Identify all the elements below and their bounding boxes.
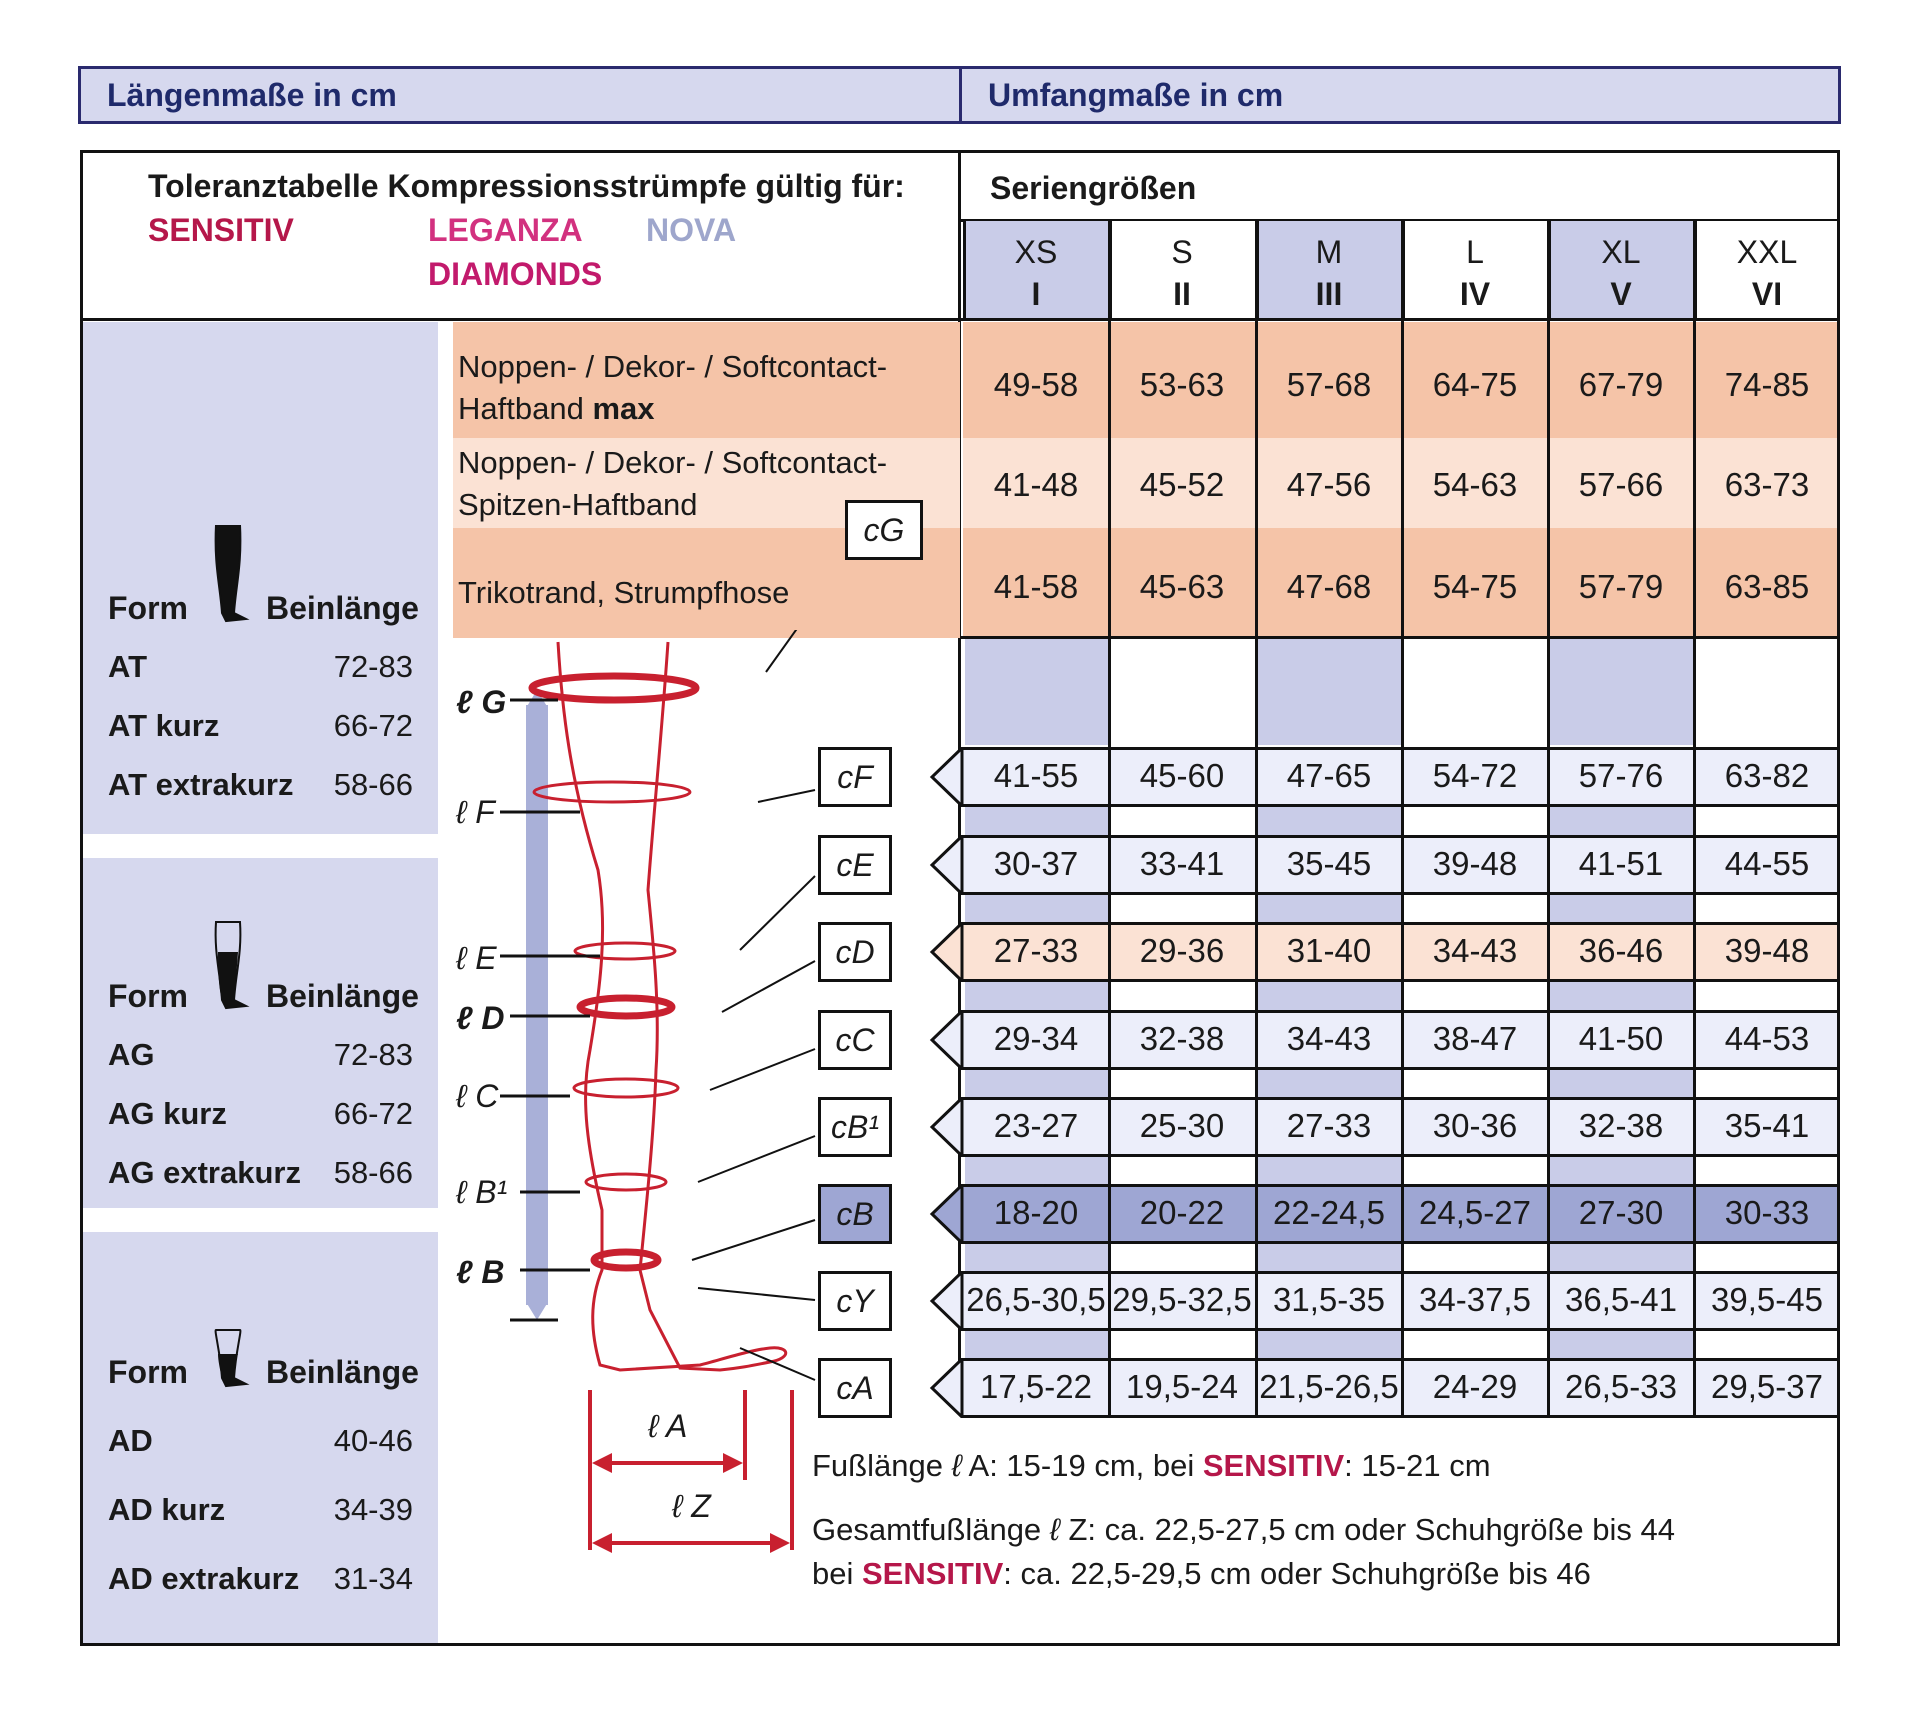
pantyhose-icon bbox=[206, 525, 250, 625]
form-code: AG extrakurz bbox=[108, 1155, 301, 1190]
measure-value: 31-40 bbox=[1286, 932, 1372, 969]
measure-value: 34-43 bbox=[1432, 932, 1518, 969]
thigh-stocking-icon bbox=[206, 912, 250, 1012]
column-shade bbox=[965, 807, 1108, 835]
row-pointer-icon bbox=[928, 1097, 964, 1157]
form-code: AT kurz bbox=[108, 708, 220, 743]
band-value: 54-75 bbox=[1432, 568, 1518, 605]
form-row bbox=[108, 765, 413, 805]
leg-length-value: 66-72 bbox=[333, 708, 413, 743]
leg-length-value: 72-83 bbox=[333, 1037, 413, 1072]
measure-value: 26,5-30,5 bbox=[966, 1281, 1106, 1318]
column-shade bbox=[1550, 1331, 1693, 1358]
form-code: AD extrakurz bbox=[108, 1561, 300, 1596]
ring-b bbox=[594, 1252, 658, 1268]
band-description bbox=[458, 442, 887, 526]
footnote-foot-length: Fußlänge ℓ A: 15-19 cm, bei SENSITIV: 15-21 cm bbox=[812, 1448, 1491, 1483]
form-code: AG kurz bbox=[108, 1096, 227, 1131]
measure-value: 39-48 bbox=[1432, 845, 1518, 882]
form-code: AG bbox=[108, 1037, 155, 1072]
column-shade bbox=[1258, 639, 1401, 745]
band-value: 63-73 bbox=[1724, 466, 1810, 503]
column-shade bbox=[965, 982, 1108, 1010]
label-cb: cB bbox=[818, 1184, 892, 1244]
form-row bbox=[108, 706, 413, 746]
form-row bbox=[108, 1490, 413, 1530]
measure-value: 31,5-35 bbox=[1273, 1281, 1385, 1318]
leg-mark: ℓ G bbox=[456, 684, 507, 720]
band-line: Noppen- / Dekor- / Softcontact- bbox=[458, 349, 888, 384]
column-shade bbox=[1550, 895, 1693, 922]
row-pointer-icon bbox=[928, 747, 964, 807]
measure-value: 35-41 bbox=[1724, 1107, 1810, 1144]
measure-value: 32-38 bbox=[1139, 1020, 1225, 1057]
measure-value: 36,5-41 bbox=[1565, 1281, 1677, 1318]
form-code: AT extrakurz bbox=[108, 767, 294, 802]
column-shade bbox=[965, 1157, 1108, 1184]
label-cg: cG bbox=[845, 500, 923, 560]
band-description bbox=[458, 346, 887, 430]
measure-value: 44-55 bbox=[1724, 845, 1810, 882]
band-value: 53-63 bbox=[1139, 366, 1225, 403]
size-roman: II bbox=[1173, 276, 1191, 312]
column-shade bbox=[965, 1070, 1108, 1097]
form-code: AD bbox=[108, 1423, 153, 1458]
form-row bbox=[108, 1094, 413, 1134]
form-label: Form bbox=[108, 1354, 188, 1390]
label-ce: cE bbox=[818, 835, 892, 895]
label-ca: cA bbox=[818, 1358, 892, 1418]
column-divider bbox=[1108, 747, 1111, 1417]
row-pointer-icon bbox=[928, 1358, 964, 1418]
measure-value: 33-41 bbox=[1139, 845, 1225, 882]
form-label: Form bbox=[108, 590, 188, 626]
band-value: 57-68 bbox=[1286, 366, 1372, 403]
measure-value: 32-38 bbox=[1578, 1107, 1664, 1144]
band-line: Trikotrand, Strumpfhose bbox=[458, 575, 790, 610]
footnote-total-foot-length: Gesamtfußlänge ℓ Z: ca. 22,5-27,5 cm oder Schuhgröße bis 44 bbox=[812, 1512, 1675, 1547]
column-shade bbox=[1258, 807, 1401, 835]
band-value: 63-85 bbox=[1724, 568, 1810, 605]
size-roman: I bbox=[1031, 276, 1041, 312]
band-line: Haftband max bbox=[458, 391, 655, 426]
ring-c bbox=[574, 1079, 678, 1097]
measure-value: 30-37 bbox=[993, 845, 1079, 882]
column-shade bbox=[1258, 1331, 1401, 1358]
measure-value: 27-30 bbox=[1578, 1194, 1664, 1231]
measure-value: 20-22 bbox=[1139, 1194, 1225, 1231]
column-shade bbox=[1258, 895, 1401, 922]
brand-nova: NOVA bbox=[646, 212, 737, 248]
band-value: 74-85 bbox=[1724, 366, 1810, 403]
row-pointer-icon bbox=[928, 1271, 964, 1331]
ring-g bbox=[532, 676, 696, 700]
measure-value: 35-45 bbox=[1286, 845, 1372, 882]
header-length: Längenmaße in cm bbox=[78, 66, 962, 124]
column-shade bbox=[1550, 1244, 1693, 1271]
measure-value: 39-48 bbox=[1724, 932, 1810, 969]
measure-value: 27-33 bbox=[993, 932, 1079, 969]
row-pointer-icon bbox=[928, 922, 964, 982]
measure-value: 44-53 bbox=[1724, 1020, 1810, 1057]
circumference-symbol: c bbox=[835, 934, 852, 970]
column-divider bbox=[1693, 747, 1696, 1417]
column-shade bbox=[1550, 639, 1693, 745]
measure-value: 19,5-24 bbox=[1126, 1368, 1238, 1405]
measure-value: 26,5-33 bbox=[1565, 1368, 1677, 1405]
measure-value: 41-51 bbox=[1578, 845, 1664, 882]
column-shade bbox=[1258, 982, 1401, 1010]
band-value: 41-58 bbox=[993, 568, 1079, 605]
measure-value: 29,5-37 bbox=[1711, 1368, 1823, 1405]
band-value: 57-79 bbox=[1578, 568, 1664, 605]
measure-value: 36-46 bbox=[1578, 932, 1664, 969]
leg-length-value: 34-39 bbox=[333, 1492, 413, 1527]
band-description bbox=[458, 572, 789, 614]
measure-value: 41-55 bbox=[993, 757, 1079, 794]
circumference-symbol: c bbox=[836, 1283, 853, 1319]
leg-length-value: 66-72 bbox=[333, 1096, 413, 1131]
measure-value: 24,5-27 bbox=[1419, 1194, 1531, 1231]
size-code: XS bbox=[1014, 234, 1058, 270]
column-shade bbox=[1258, 1244, 1401, 1271]
brand-diamonds: DIAMONDS bbox=[428, 256, 603, 292]
circumference-symbol: c bbox=[831, 1109, 847, 1145]
measure-value: 39,5-45 bbox=[1711, 1281, 1823, 1318]
column-shade bbox=[965, 895, 1108, 922]
leg-length-label: Beinlänge bbox=[266, 1354, 419, 1390]
column-shade bbox=[965, 1244, 1108, 1271]
column-divider bbox=[1401, 747, 1404, 1417]
column-divider bbox=[1255, 747, 1258, 1417]
row-pointer-icon bbox=[928, 1184, 964, 1244]
circumference-symbol: c bbox=[836, 847, 853, 883]
measure-value: 41-50 bbox=[1578, 1020, 1664, 1057]
measure-value: 25-30 bbox=[1139, 1107, 1225, 1144]
measure-value: 47-65 bbox=[1286, 757, 1372, 794]
footnote-sensitiv: bei SENSITIV: ca. 22,5-29,5 cm oder Schuhgröße bis 46 bbox=[812, 1556, 1591, 1591]
measure-value: 34-37,5 bbox=[1419, 1281, 1531, 1318]
size-roman: VI bbox=[1751, 276, 1783, 312]
ring-b1 bbox=[586, 1174, 666, 1190]
form-code: AT bbox=[108, 649, 148, 684]
band-line: Noppen- / Dekor- / Softcontact- bbox=[458, 445, 888, 480]
column-shade bbox=[1258, 1070, 1401, 1097]
measure-value: 54-72 bbox=[1432, 757, 1518, 794]
band-value: 47-56 bbox=[1286, 466, 1372, 503]
label-cb1: cB¹ bbox=[818, 1097, 892, 1157]
size-code: XXL bbox=[1736, 234, 1798, 270]
measure-value: 23-27 bbox=[993, 1107, 1079, 1144]
series-title: Seriengrößen bbox=[990, 170, 1197, 206]
leg-mark: ℓ D bbox=[456, 1000, 505, 1036]
row-pointer-icon bbox=[928, 835, 964, 895]
header-circumference: Umfangmaße in cm bbox=[959, 66, 1841, 124]
leg-mark: ℓ F bbox=[456, 794, 495, 830]
form-row bbox=[108, 1559, 413, 1599]
size-roman: V bbox=[1610, 276, 1632, 312]
intro-title: Toleranztabelle Kompressionsstrümpfe gültig für: bbox=[148, 168, 905, 204]
form-label: Form bbox=[108, 978, 188, 1014]
measure-value: 30-36 bbox=[1432, 1107, 1518, 1144]
band-value: 64-75 bbox=[1432, 366, 1518, 403]
band-value: 45-63 bbox=[1139, 568, 1225, 605]
leg-length-value: 58-66 bbox=[333, 1155, 413, 1190]
leg-length-value: 58-66 bbox=[333, 767, 413, 802]
form-row bbox=[108, 1153, 413, 1193]
leg-mark: ℓ B¹ bbox=[456, 1174, 508, 1210]
size-code: M bbox=[1315, 234, 1343, 270]
leg-mark: ℓ B bbox=[456, 1254, 505, 1290]
leg-diagram bbox=[440, 630, 840, 1630]
circumference-symbol: c bbox=[863, 512, 880, 548]
leg-length-label: Beinlänge bbox=[266, 590, 419, 626]
band-value: 47-68 bbox=[1286, 568, 1372, 605]
ring-f bbox=[534, 782, 690, 802]
measure-value: 57-76 bbox=[1578, 757, 1664, 794]
brand-leganza: LEGANZA bbox=[428, 212, 583, 248]
measure-value: 27-33 bbox=[1286, 1107, 1372, 1144]
column-shade bbox=[965, 639, 1108, 745]
band-line: Spitzen-Haftband bbox=[458, 487, 698, 522]
column-shade bbox=[1550, 1070, 1693, 1097]
leg-mark: ℓ E bbox=[456, 940, 497, 976]
band-value: 49-58 bbox=[993, 366, 1079, 403]
column-shade bbox=[965, 1331, 1108, 1358]
leg-length-value: 72-83 bbox=[333, 649, 413, 684]
foot-mark-a: ℓ A bbox=[648, 1408, 688, 1444]
measure-value: 29-36 bbox=[1139, 932, 1225, 969]
band-value: 45-52 bbox=[1139, 466, 1225, 503]
size-roman: IV bbox=[1459, 276, 1491, 312]
measure-value: 34-43 bbox=[1286, 1020, 1372, 1057]
leg-length-value: 40-46 bbox=[333, 1423, 413, 1458]
leg-length-label: Beinlänge bbox=[266, 978, 419, 1014]
measure-value: 18-20 bbox=[993, 1194, 1079, 1231]
circumference-symbol: c bbox=[835, 1022, 852, 1058]
size-code: L bbox=[1466, 234, 1484, 270]
form-row bbox=[108, 1035, 413, 1075]
label-cc: cC bbox=[818, 1010, 892, 1070]
form-code: AD kurz bbox=[108, 1492, 226, 1527]
form-box-at bbox=[83, 322, 438, 834]
size-code: S bbox=[1171, 234, 1193, 270]
column-shade bbox=[1550, 1157, 1693, 1184]
measure-value: 63-82 bbox=[1724, 757, 1810, 794]
band-value: 57-66 bbox=[1578, 466, 1664, 503]
foot-mark-z: ℓ Z bbox=[672, 1488, 711, 1524]
measure-value: 29,5-32,5 bbox=[1112, 1281, 1252, 1318]
label-cy: cY bbox=[818, 1271, 892, 1331]
label-cd: cD bbox=[818, 922, 892, 982]
scale-arrow-down bbox=[526, 1302, 548, 1320]
form-row bbox=[108, 1421, 413, 1461]
measure-value: 30-33 bbox=[1724, 1194, 1810, 1231]
column-shade bbox=[1258, 1157, 1401, 1184]
measure-value: 45-60 bbox=[1139, 757, 1225, 794]
measure-value: 21,5-26,5 bbox=[1259, 1368, 1399, 1405]
band-value: 54-63 bbox=[1432, 466, 1518, 503]
size-roman: III bbox=[1315, 276, 1343, 312]
measure-value: 24-29 bbox=[1432, 1368, 1518, 1405]
circumference-symbol: c bbox=[837, 759, 854, 795]
leg-mark: ℓ C bbox=[456, 1078, 499, 1114]
circumference-symbol: c bbox=[836, 1370, 853, 1406]
column-shade bbox=[1550, 982, 1693, 1010]
measure-value: 38-47 bbox=[1432, 1020, 1518, 1057]
knee-stocking-icon bbox=[206, 1290, 250, 1390]
row-pointer-icon bbox=[928, 1010, 964, 1070]
band-value: 67-79 bbox=[1578, 366, 1664, 403]
column-shade bbox=[1550, 807, 1693, 835]
measure-value: 22-24,5 bbox=[1273, 1194, 1385, 1231]
label-cf: cF bbox=[818, 747, 892, 807]
band-value: 41-48 bbox=[993, 466, 1079, 503]
measure-value: 29-34 bbox=[993, 1020, 1079, 1057]
column-divider bbox=[1547, 747, 1550, 1417]
brand-sensitiv: SENSITIV bbox=[148, 212, 294, 248]
leg-length-value: 31-34 bbox=[333, 1561, 413, 1596]
form-row bbox=[108, 647, 413, 687]
measure-value: 17,5-22 bbox=[980, 1368, 1092, 1405]
circumference-symbol: c bbox=[836, 1196, 853, 1232]
size-code: XL bbox=[1601, 234, 1641, 270]
column-divider bbox=[1837, 747, 1840, 1417]
